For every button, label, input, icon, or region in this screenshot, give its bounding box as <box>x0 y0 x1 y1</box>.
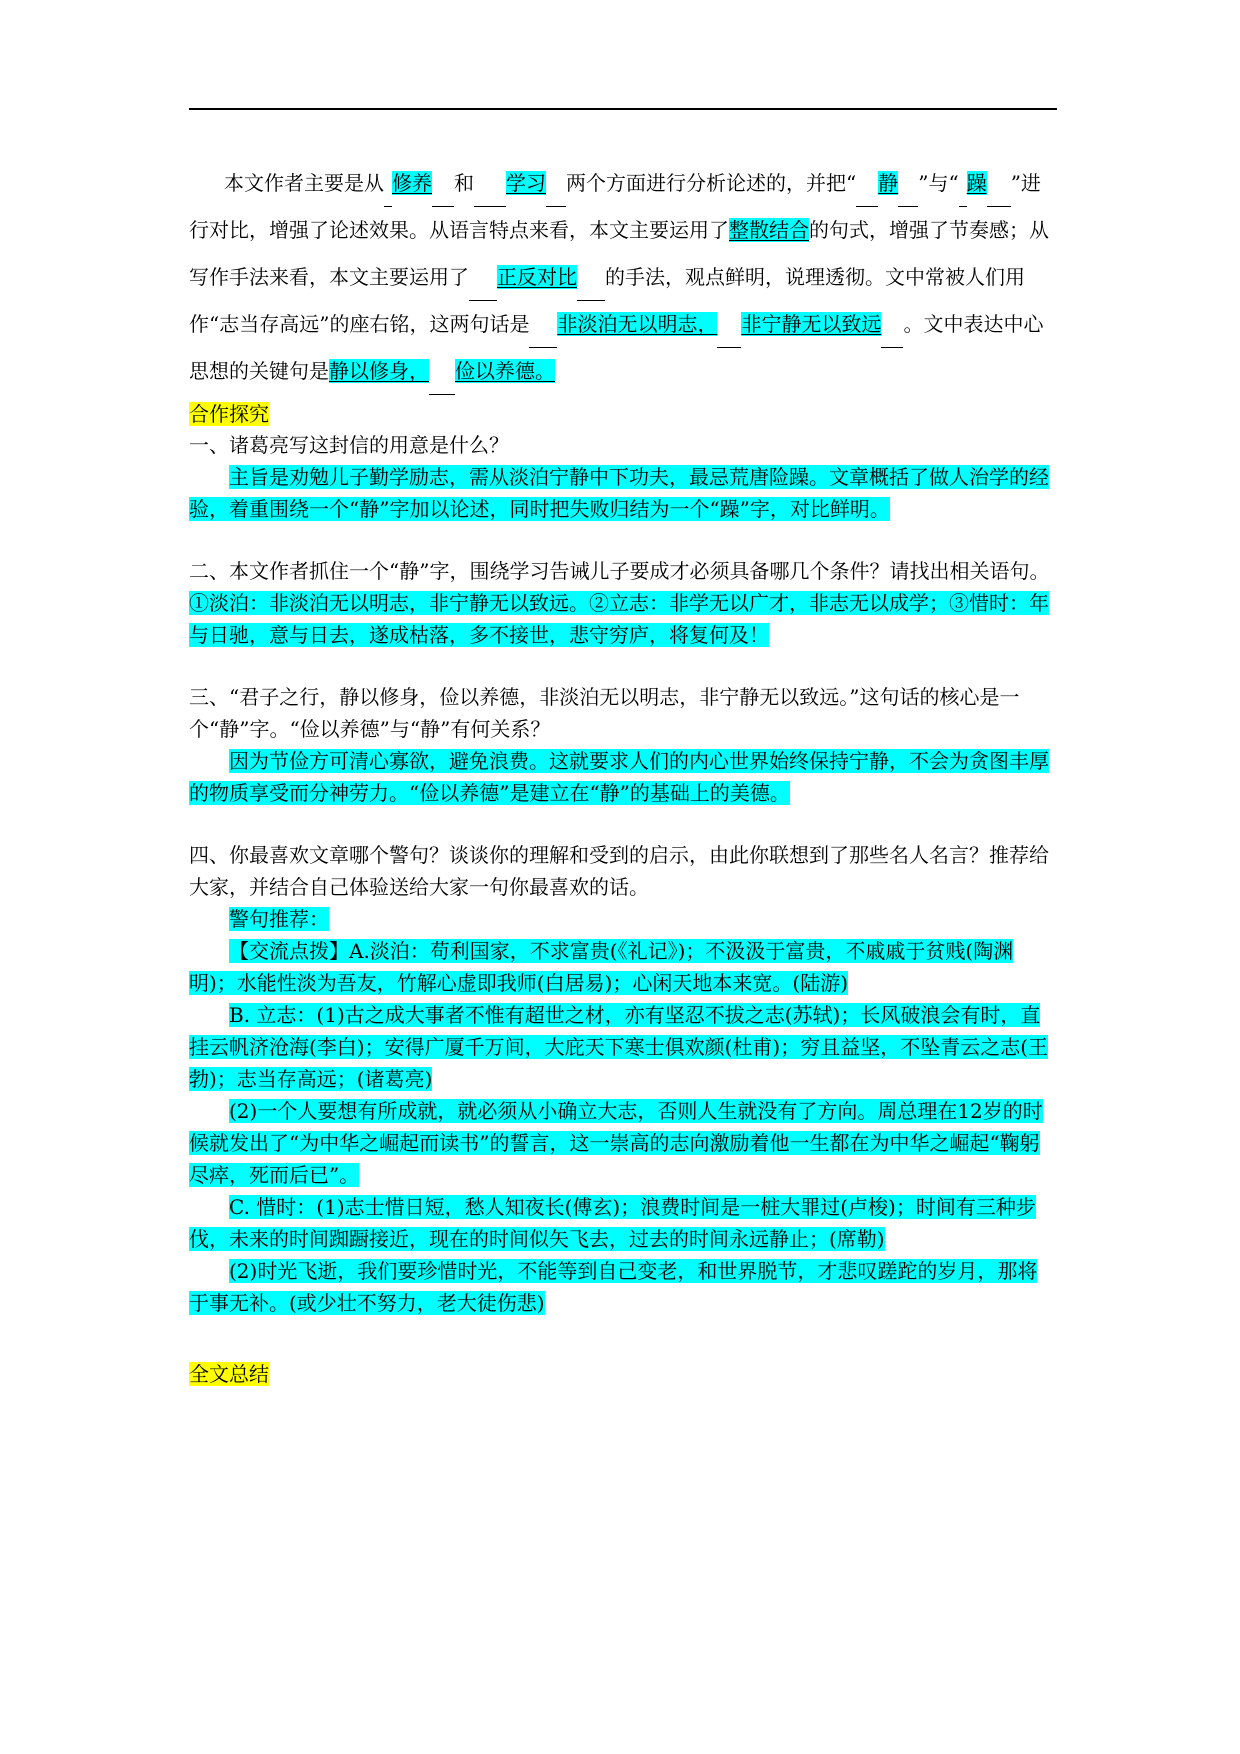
blank-answer: 俭以养德。 <box>455 359 555 383</box>
intro-text: 的手法，观点鲜明，说理透彻。文中常被人们用作“志当存高远”的座右铭，这两句话是 <box>189 265 1025 336</box>
answer-2: ①淡泊：非淡泊无以明志，非宁静无以致远。②立志：非学无以广才，非志无以成学；③惜时：年与日驰，意与日去，遂成枯落，多不接世，悲守穷庐，将复何及！ <box>189 591 1049 647</box>
blank-answer: 静 <box>878 171 899 195</box>
document-body <box>189 160 1057 1389</box>
blank-answer: 非淡泊无以明志， <box>557 312 718 336</box>
answer-3: 因为节俭方可清心寡欲，避免浪费。这就要求人们的内心世界始终保持宁静，不会为贪图丰厚的物质享受而分神劳力。“俭以养德”是建立在“静”的基础上的美德。 <box>189 749 1049 805</box>
intro-text: 的句式，增强了节奏感；从写作手法来看，本文主要运用了 <box>189 218 1049 289</box>
blank-answer: 静以修身， <box>329 359 429 383</box>
question-3: 三、“君子之行，静以修身，俭以养德，非淡泊无以明志，非宁静无以致远。”这句话的核心是一个“静”字。“俭以养德”与“静”有何关系？ <box>189 685 1020 741</box>
intro-text: 两个方面进行分析论述的，并把“ <box>566 171 857 195</box>
intro-text: 。文中表达中心思想的关键句是 <box>189 312 1044 383</box>
blank-answer: 躁 <box>966 171 987 195</box>
blank-answer: 整散结合 <box>729 218 809 242</box>
answer-1: 主旨是劝勉儿子勤学励志，需从淡泊宁静中下功夫，最忌荒唐险躁。文章概括了做人治学的经验，着重围绕一个“静”字加以论述，同时把失败归结为一个“躁”字，对比鲜明。 <box>189 465 1049 521</box>
blank-answer: 学习 <box>506 171 546 195</box>
blank-answer: 修养 <box>392 171 432 195</box>
section-heading-summary: 全文总结 <box>189 1362 269 1386</box>
header-rule <box>189 108 1057 110</box>
answer-4-c2: (2)时光飞逝，我们要珍惜时光，不能等到自己变老，和世界脱节，才悲叹蹉跎的岁月，那将于事无补。(或少壮不努力，老大徒伤悲) <box>189 1259 1038 1315</box>
intro-text: ”与“ <box>918 171 959 195</box>
intro-paragraph <box>189 160 1057 395</box>
quote-recommend-label: 警句推荐： <box>229 907 329 931</box>
answer-4-a: 【交流点拨】A.淡泊：苟利国家，不求富贵(《礼记》)；不汲汲于富贵，不戚戚于贫贱(陶渊明)；水能性淡为吾友，竹解心虚即我师(白居易)；心闲天地本来宽。(陆游) <box>189 939 1014 995</box>
answer-4-b1: B. 立志：(1)古之成大事者不惟有超世之材，亦有坚忍不拔之志(苏轼)；长风破浪会有时，直挂云帆济沧海(李白)；安得广厦千万间，大庇天下寒士俱欢颜(杜甫)；穷且益坚，不坠青云之志(王勃)；志当存高远；(诸葛亮) <box>189 1003 1049 1091</box>
blank-answer: 非宁静无以致远 <box>741 312 882 336</box>
intro-text: 和 <box>454 171 474 195</box>
intro-text: ”进行对比，增强了论述效果。从语言特点来看，本文主要运用了 <box>189 171 1041 242</box>
answer-4-c1: C. 惜时：(1)志士惜日短，愁人知夜长(傅玄)；浪费时间是一桩大罪过(卢梭)；时间有三种步伐，未来的时间踟蹰接近，现在的时间似矢飞去，过去的时间永远静止；(席勒) <box>189 1195 1036 1251</box>
question-2: 二、本文作者抓住一个“静”字，围绕学习告诫儿子要成才必须具备哪几个条件？请找出相关语句。 <box>189 559 1050 583</box>
intro-text: 本文作者主要是从 <box>224 171 384 195</box>
question-1: 一、诸葛亮写这封信的用意是什么？ <box>189 433 509 457</box>
question-4: 四、你最喜欢文章哪个警句？谈谈你的理解和受到的启示，由此你联想到了那些名人名言？推荐给大家，并结合自己体验送给大家一句你最喜欢的话。 <box>189 843 1049 899</box>
answer-4-b2: (2)一个人要想有所成就，就必须从小确立大志，否则人生就没有了方向。周总理在12岁的时候就发出了“为中华之崛起而读书”的誓言，这一崇高的志向激励着他一生都在为中华之崛起“鞠躬尽瘁，死而后已”。 <box>189 1099 1043 1187</box>
section-heading-cooperate: 合作探究 <box>189 402 269 426</box>
blank-answer: 正反对比 <box>497 265 577 289</box>
